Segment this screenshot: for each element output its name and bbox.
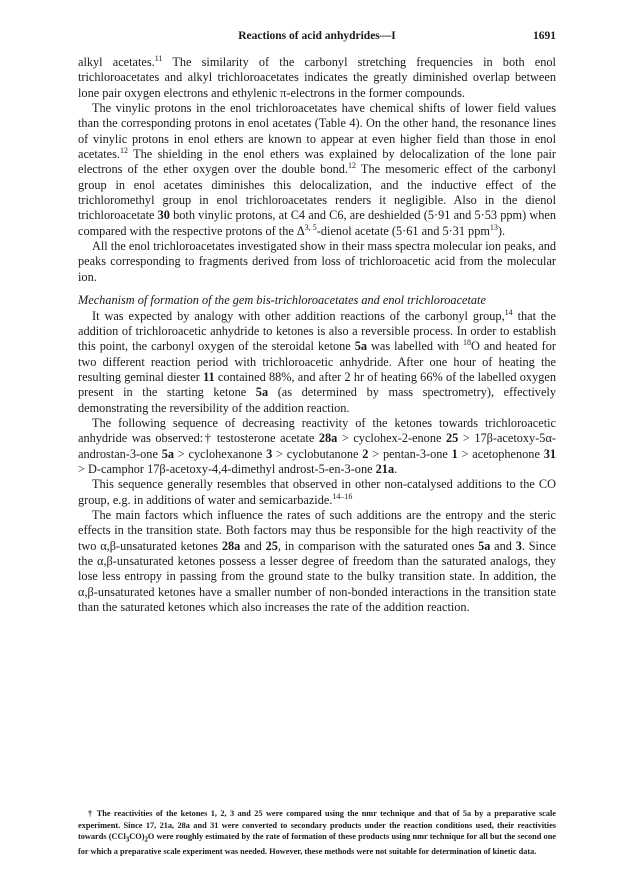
text-run: The similarity of the carbonyl stretching frequencies in both enol trichloroacetates and alkyl trichloroacetates indicates the greatly diminished overlap between lone pair oxygen electrons and ethylenic π-electrons in the former compounds. [78, 55, 556, 100]
text-run: ). [497, 223, 506, 238]
subscript: 2 [144, 836, 148, 844]
superscript: 14–16 [332, 491, 353, 501]
compound-number: 2 [362, 446, 369, 461]
compound-number: 28a [318, 431, 338, 446]
text-run: O and heated for two different reaction period with trichloroacetic anhydride. After one hour of heating the resulting geminal diester [78, 339, 556, 384]
footnote [78, 808, 556, 858]
superscript: 12 [119, 146, 128, 156]
text-run: > cyclohexanone [174, 446, 267, 461]
compound-number: 31 [543, 446, 556, 461]
compound-number: 5a [478, 538, 491, 553]
compound-number: 1 [451, 446, 458, 461]
running-title: Reactions of acid anhydrides—I [238, 30, 396, 42]
text-run: both vinylic protons, at C4 and C6, are deshielded (5·91 and 5·53 ppm) when compared with the respective protons of the Δ [78, 208, 556, 238]
text-run: CO) [129, 832, 145, 841]
superscript: 13 [489, 222, 498, 232]
text-run: > cyclobutanone [272, 446, 363, 461]
compound-number: 30 [157, 208, 170, 223]
text-run: contained 88%, and after 2 hr of heating 66% of the labelled oxygen present in the starting ketone [78, 369, 556, 400]
superscript: 18 [462, 338, 471, 348]
page-number: 1691 [533, 30, 556, 42]
superscript: 14 [504, 307, 513, 317]
compound-number: 21a [375, 461, 395, 476]
text-run: (as determined by mass spectrometry), effectively demonstrating the reversibility of the addition reaction. [78, 385, 556, 415]
text-run: bis-trichloroacetates and enol trichloroacetate [253, 293, 486, 308]
text-run: and [490, 538, 516, 553]
text-run: The mesomeric effect of the carbonyl group in enol acetates diminishes this delocalization, and the inductive effect of the trichloromethyl group in enol trichloroacetates renders it negligible. Also in the dienol trichloroacetate [78, 162, 557, 223]
text-run: O were roughly estimated by the rate of formation of these products using nmr technique for all but the second one for which a preparative scale experiment was needed. However, these methods were not suitable for determination of kinetic data. [78, 832, 556, 857]
text-run: The main factors which influence the rates of such additions are the entropy and the steric effects in the transition state. Both factors may thus be responsible for the high reactivity of the two α,β-unsaturated ketones [78, 507, 556, 553]
paragraph [78, 508, 556, 615]
text-run: Mechanism of formation of the [78, 293, 233, 308]
paragraph [78, 55, 556, 101]
compound-number: 25 [445, 431, 459, 446]
compound-number: 5a [354, 339, 368, 354]
text-run: > D-camphor 17β-acetoxy-4,4-dimethyl androst-5-en-3-one [78, 461, 376, 476]
text-run: > 17β-acetoxy-5α-androstan-3-one [78, 431, 556, 461]
compound-number: 25 [265, 538, 278, 553]
text-run: All the enol trichloroacetates investigated show in their mass spectra molecular ion peaks, and peaks corresponding to fragments derived from loss of trichloroacetic acid from the molecular ion. [78, 239, 556, 284]
text-run: that the addition of trichloroacetic anhydride to ketones is also a reversible process. In order to establish this point, the carbonyl oxygen of the steroidal ketone [78, 308, 556, 354]
text-run: The shielding in the enol ethers was explained by delocalization of the lone pair electrons of the ether oxygen over the double bond. [78, 147, 556, 177]
text-run: > pentan-3-one [368, 446, 452, 461]
footnote-text [78, 808, 556, 858]
subscript: 3 [125, 836, 130, 844]
compound-number: 3 [266, 446, 273, 461]
compound-number: 28a [221, 538, 241, 553]
text-run: > acetophenone [457, 446, 544, 461]
superscript: 3, 5 [304, 222, 317, 232]
body-text [78, 55, 556, 615]
paragraph [78, 477, 556, 508]
text-run: alkyl acetates. [78, 55, 155, 69]
text-run: The vinylic protons in the enol trichloroacetates have chemical shifts of lower field values than the corresponding protons in enol acetates (Table 4). On the other hand, the resonance lines of vinylic protons in enol ethers are known to appear at even higher field than those in enol acetates. [78, 101, 556, 162]
paragraph [78, 309, 556, 416]
text-run: It was expected by analogy with other addition reactions of the carbonyl group, [92, 308, 505, 323]
text-run: This sequence generally resembles that observed in other non-catalysed additions to the CO group, e.g. in additions of water and semicarbazide. [78, 477, 556, 507]
page-header [78, 30, 556, 46]
paragraph [78, 101, 556, 239]
paragraph [78, 416, 556, 477]
compound-number: 11 [203, 369, 215, 384]
text-run: † The reactivities of the ketones 1, 2, 3 and 25 were compared using the nmr technique and that of 5a by a preparative scale experiment. Since 17, 21a, 28a and 31 were converted to secondary products under the reaction conditions used, their reactivities towards (CCl [78, 809, 556, 841]
text-run: was labelled with [367, 339, 463, 354]
text-run: > cyclohex-2-enone [337, 431, 446, 446]
text-run: The following sequence of decreasing reactivity of the ketones towards trichloroacetic anhydride was observed:† testosterone acetate [78, 415, 556, 446]
compound-number: 5a [161, 446, 174, 461]
paragraph [78, 239, 556, 285]
section-heading [78, 293, 556, 308]
text-run: . Since the α,β-unsaturated ketones possess a lesser degree of freedom than the saturated analogs, they lose less entropy in passing from the ground state to the bulky transition state. In addition, the α,β-unsaturated ketones have a smaller number of non-bonded interactions in the transition state than the saturated ketones which also increases the rate of the addition reaction. [78, 538, 557, 615]
superscript: 12 [347, 161, 356, 171]
text-run: gem [232, 293, 254, 308]
text-run: -dienol acetate (5·61 and 5·31 ppm [316, 223, 490, 238]
compound-number: 3 [515, 538, 522, 553]
compound-number: 5a [255, 385, 269, 400]
text-run: . [394, 461, 398, 476]
superscript: 11 [154, 54, 163, 63]
text-run: and [240, 538, 266, 553]
text-run: , in comparison with the saturated ones [277, 538, 479, 553]
